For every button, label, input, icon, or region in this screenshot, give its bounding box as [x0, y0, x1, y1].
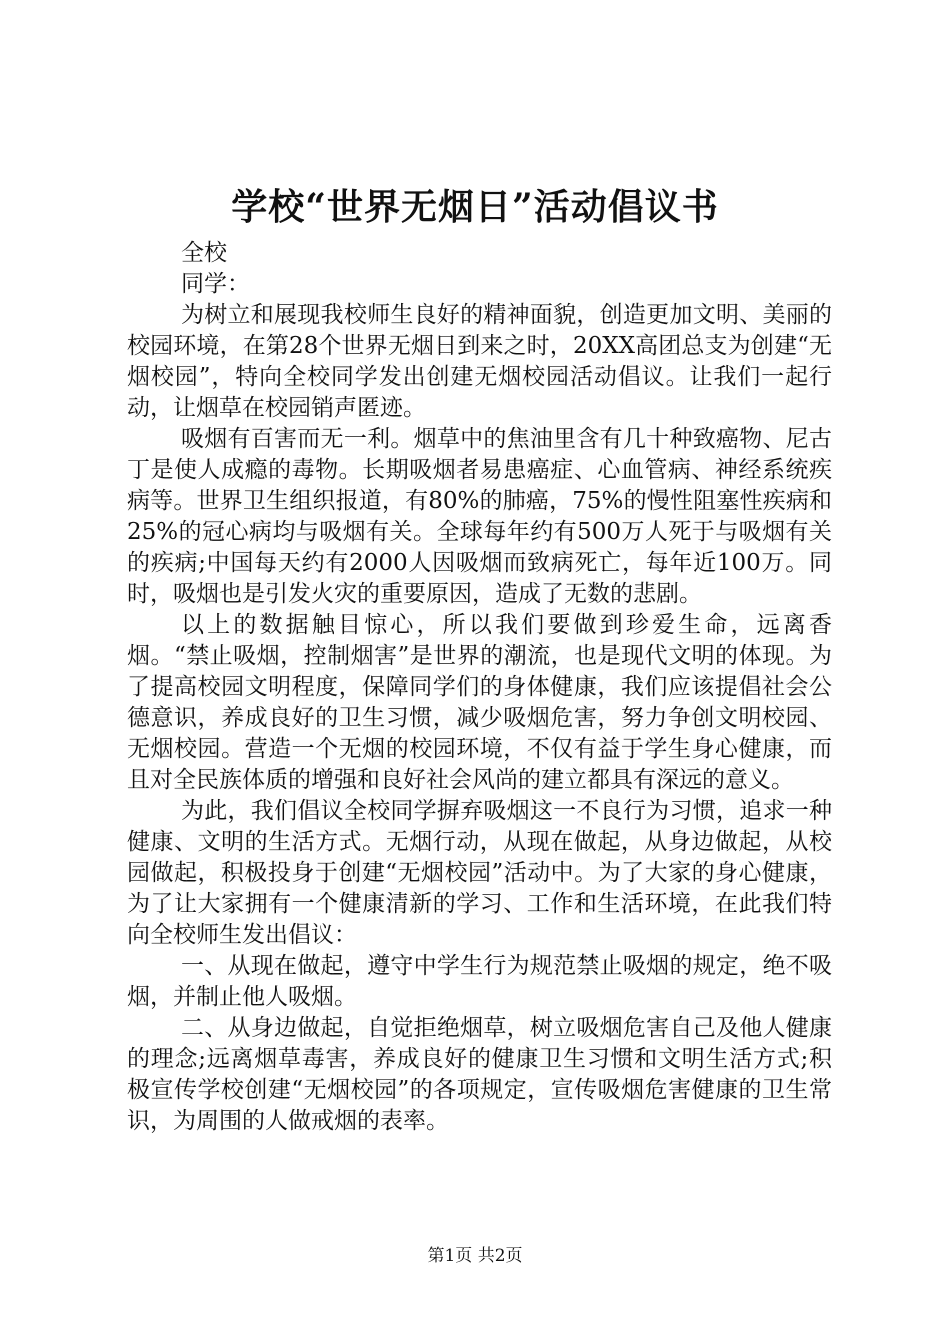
salutation-line-2: 同学：	[181, 271, 250, 297]
salutation-line-1: 全校	[181, 240, 227, 266]
document-title: 学校“世界无烟日”活动倡议书	[231, 186, 719, 228]
page-number-footer: 第1页 共2页	[427, 1246, 523, 1266]
paragraph-harm: 吸烟有百害而无一利。烟草中的焦油里含有几十种致癌物、尼古丁是使人成瘾的毒物。长期吸烟者易患癌症、心血管病、神经系统疾病等。世界卫生组织报道，有80%的肺癌，75%的慢性阻塞性疾病和25%的冠心病均与吸烟有关。全球每年约有500万人死于与吸烟有关的疾病;中国每天约有2000人因吸烟而致病死亡，每年近100万。同时，吸烟也是引发火灾的重要原因，造成了无数的悲剧。	[127, 426, 832, 607]
proposal-item-1: 一、从现在做起，遵守中学生行为规范禁止吸烟的规定，绝不吸烟，并制止他人吸烟。	[127, 953, 832, 1010]
paragraph-proposal: 为此，我们倡议全校同学摒弃吸烟这一不良行为习惯，追求一种健康、文明的生活方式。无烟行动，从现在做起，从身边做起，从校园做起，积极投身于创建“无烟校园”活动中。为了大家的身心健康，为了让大家拥有一个健康清新的学习、工作和生活环境，在此我们特向全校师生发出倡议：	[127, 798, 832, 948]
proposal-item-2: 二、从身边做起，自觉拒绝烟草，树立吸烟危害自己及他人健康的理念;远离烟草毒害，养成良好的健康卫生习惯和文明生活方式;积极宣传学校创建“无烟校园”的各项规定，宣传吸烟危害健康的卫生常识，为周围的人做戒烟的表率。	[127, 1015, 832, 1134]
document-body	[127, 238, 832, 1137]
paragraph-intro: 为树立和展现我校师生良好的精神面貌，创造更加文明、美丽的校园环境，在第28个世界无烟日到来之时，20XX高团总支为创建“无烟校园”，特向全校同学发出创建无烟校园活动倡议。让我们一起行动，让烟草在校园销声匿迹。	[127, 302, 832, 421]
paragraph-significance: 以上的数据触目惊心，所以我们要做到珍爱生命，远离香烟。“禁止吸烟，控制烟害”是世界的潮流，也是现代文明的体现。为了提高校园文明程度，保障同学们的身体健康，我们应该提倡社会公德意识，养成良好的卫生习惯，减少吸烟危害，努力争创文明校园、无烟校园。营造一个无烟的校园环境，不仅有益于学生身心健康，而且对全民族体质的增强和良好社会风尚的建立都具有深远的意义。	[127, 612, 832, 793]
